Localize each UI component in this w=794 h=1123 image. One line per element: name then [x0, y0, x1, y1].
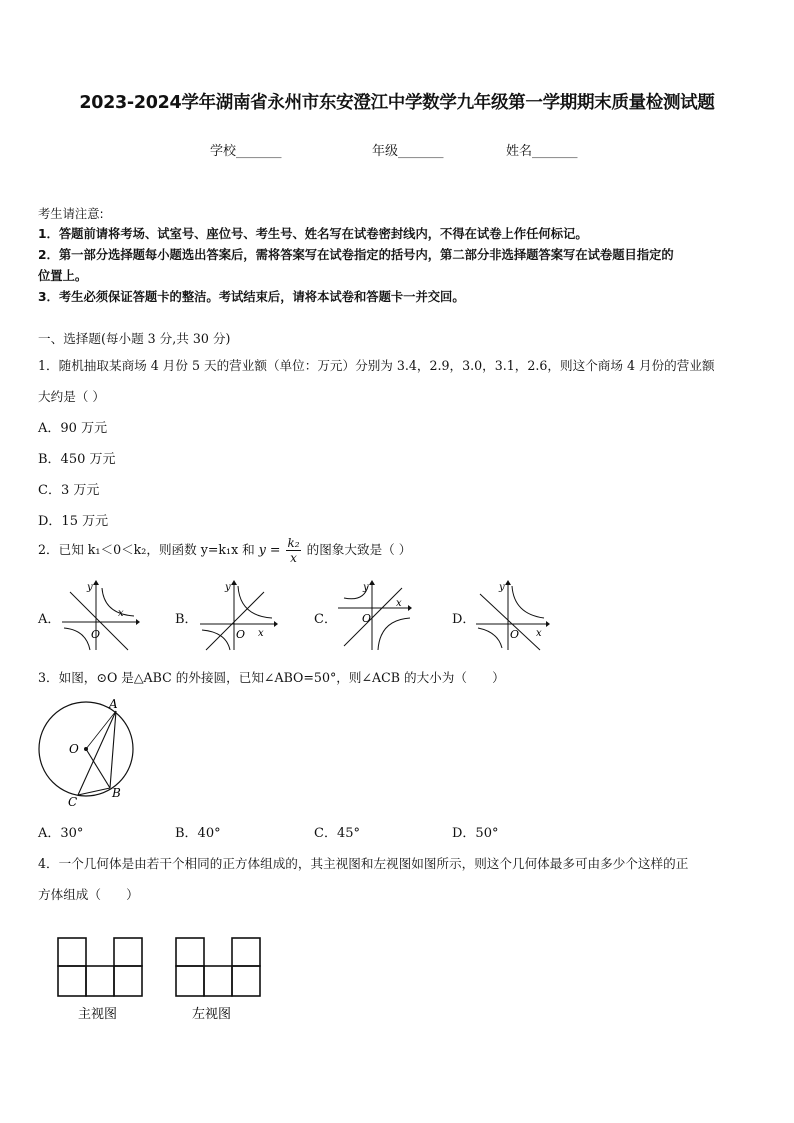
- q3-circle-figure: [36, 694, 146, 810]
- q1-option-c: C．3 万元: [38, 483, 100, 498]
- q2-stem: [38, 536, 411, 565]
- origin-label: O: [510, 628, 520, 641]
- q3-option-b: B．40°: [175, 826, 221, 841]
- q2-frac-den: x: [290, 551, 297, 565]
- notice-item-2-cont: 位置上。: [38, 269, 88, 283]
- front-view: [58, 938, 142, 996]
- axis-x-label: x: [396, 598, 402, 609]
- origin-label: O: [91, 628, 101, 641]
- q2-graph-b: [198, 580, 278, 652]
- origin-label: O: [362, 612, 372, 625]
- line-curve: [480, 594, 540, 650]
- point-o-label: O: [69, 742, 79, 756]
- q2-option-b-label: B．: [175, 612, 198, 627]
- q2-option-d-label: D．: [452, 612, 476, 627]
- q2-frac-num: k₂: [287, 536, 300, 550]
- point-b-label: B: [112, 786, 121, 800]
- grade-field: 年级_______: [372, 144, 444, 159]
- center-point: [84, 747, 88, 751]
- q2-y-eq: y =: [258, 542, 281, 557]
- axis-x-label: x: [536, 628, 542, 639]
- q1-option-a: A．90 万元: [38, 421, 108, 436]
- axis-y-label: y: [363, 582, 369, 593]
- q3-option-d: D．50°: [452, 826, 499, 841]
- origin-label: O: [236, 628, 246, 641]
- line-curve: [70, 592, 128, 650]
- notice-heading: 考生请注意:: [38, 207, 104, 221]
- point-a-label: A: [109, 697, 118, 711]
- q2-stem-pre: 2．已知 k₁＜0＜k₂，则函数 y=k₁x 和: [38, 542, 255, 557]
- q2-graph-d: [474, 580, 554, 652]
- left-view-label: 左视图: [192, 1007, 232, 1022]
- left-view: [176, 938, 260, 996]
- line-curve: [344, 588, 402, 646]
- point-c-label: C: [68, 795, 78, 809]
- front-view-label: 主视图: [78, 1007, 118, 1022]
- q1-option-d: D．15 万元: [38, 514, 109, 529]
- axis-y-label: y: [225, 582, 231, 593]
- q2-option-c-label: C．: [314, 612, 337, 627]
- q2-graph-c: [336, 580, 416, 652]
- q2-graph-a: [60, 580, 140, 652]
- q4-stem: 4．一个几何体是由若干个相同的正方体组成的，其主视图和左视图如图所示，则这个几何体最多可由多少个这样的正: [38, 856, 689, 871]
- line-curve: [206, 592, 264, 650]
- axis-y-label: y: [87, 582, 93, 593]
- hyperbola-branch: [512, 586, 544, 618]
- axis-x-label: x: [118, 608, 124, 619]
- q1-stem-cont: 大约是（ ）: [38, 389, 105, 404]
- page-title: 2023-2024学年湖南省永州市东安澄江中学数学九年级第一学期期末质量检测试题: [79, 93, 715, 113]
- q3-stem: 3．如图，⊙O 是△ABC 的外接圆，已知∠ABO=50°，则∠ACB 的大小为（ ）: [38, 670, 505, 685]
- hyperbola-branch: [478, 628, 502, 648]
- hyperbola-branch: [64, 628, 90, 650]
- q1-option-b: B．450 万元: [38, 452, 116, 467]
- q4-views-figure: [52, 932, 292, 1027]
- axis-y-label: y: [499, 582, 505, 593]
- school-field: 学校_______: [210, 144, 282, 159]
- q2-stem-post: 的图象大致是（ ）: [306, 542, 412, 557]
- q2-option-a-label: A．: [38, 612, 61, 627]
- q1-stem: 1．随机抽取某商场 4 月份 5 天的营业额（单位：万元）分别为 3.4，2.9，3.0，3.1，2.6，则这个商场 4 月份的营业额: [38, 358, 715, 373]
- axis-x-label: x: [258, 628, 264, 639]
- q3-option-c: C．45°: [314, 826, 360, 841]
- name-field: 姓名_______: [506, 144, 578, 159]
- q2-fraction: [286, 536, 300, 565]
- notice-item-3: 3．考生必须保证答题卡的整洁。考试结束后，请将本试卷和答题卡一并交回。: [38, 290, 465, 304]
- section-heading: 一、选择题(每小题 3 分,共 30 分): [38, 331, 231, 346]
- hyperbola-branch: [378, 618, 410, 650]
- q3-option-a: A．30°: [38, 826, 84, 841]
- q4-stem-cont: 方体组成（ ）: [38, 887, 139, 902]
- notice-item-1: 1．答题前请将考场、试室号、座位号、考生号、姓名写在试卷密封线内，不得在试卷上作任何标记。: [38, 227, 588, 241]
- notice-item-2: 2．第一部分选择题每小题选出答案后，需将答案写在试卷指定的括号内，第二部分非选择题答案写在试卷题目指定的: [38, 248, 674, 262]
